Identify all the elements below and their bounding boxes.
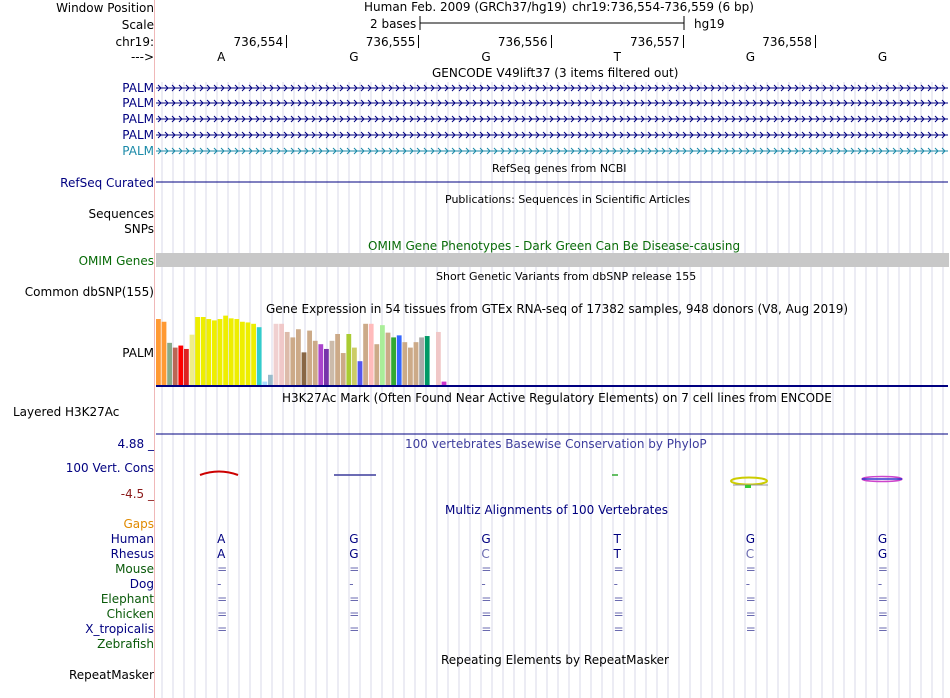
gtex-bar[interactable] <box>246 322 251 385</box>
gtex-bar[interactable] <box>324 349 329 385</box>
multiz-gaps-label[interactable]: Gaps <box>123 517 154 531</box>
gtex-bar[interactable] <box>419 337 424 385</box>
ruler-coord: 736,554 <box>233 35 284 49</box>
assembly-name: Human Feb. 2009 (GRCh37/hg19) <box>364 0 567 14</box>
gtex-bar[interactable] <box>206 319 211 385</box>
phylop-title: 100 vertebrates Basewise Conservation by PhyloP <box>405 437 707 451</box>
gtex-bar[interactable] <box>442 382 447 385</box>
multiz-title: Multiz Alignments of 100 Vertebrates <box>445 503 669 517</box>
gtex-bar[interactable] <box>257 327 262 385</box>
species-label[interactable]: X_tropicalis <box>85 622 154 636</box>
ruler-coord: 736,556 <box>497 35 548 49</box>
phylop-min: -4.5 _ <box>120 487 154 501</box>
ruler-base: G <box>349 50 359 64</box>
species-base: G <box>349 532 359 546</box>
species-base: = <box>877 592 888 606</box>
species-base: A <box>217 547 226 561</box>
species-base: = <box>745 592 756 606</box>
species-base: = <box>349 622 360 636</box>
gencode-title: GENCODE V49lift37 (3 items filtered out) <box>432 66 679 80</box>
repeatmasker-title: Repeating Elements by RepeatMasker <box>441 653 669 667</box>
ruler-coord: 736,555 <box>365 35 416 49</box>
gtex-bar[interactable] <box>178 346 183 385</box>
species-base: G <box>877 547 888 561</box>
chrom-label: chr19: <box>115 35 154 49</box>
species-base: G <box>877 532 888 546</box>
species-base: - <box>217 577 222 591</box>
position-text: chr19:736,554-736,559 (6 bp) <box>572 0 754 14</box>
gencode-item-1[interactable]: PALM <box>122 81 154 95</box>
ruler-coord: 736,557 <box>630 35 680 49</box>
gtex-bar[interactable] <box>184 349 189 385</box>
species-base: = <box>349 562 360 576</box>
gtex-bar[interactable] <box>341 353 346 385</box>
species-base: = <box>217 592 228 606</box>
phylop-max: 4.88 _ <box>117 437 154 451</box>
gtex-bar[interactable] <box>173 348 178 385</box>
gtex-bar[interactable] <box>414 342 419 385</box>
scale-db: hg19 <box>694 17 725 31</box>
species-base: T <box>613 547 621 561</box>
gtex-bar[interactable] <box>201 317 206 385</box>
species-base: = <box>613 622 624 636</box>
species-base: = <box>217 607 228 621</box>
species-base: = <box>613 607 624 621</box>
gtex-bar[interactable] <box>212 320 217 385</box>
species-label[interactable]: Chicken <box>106 607 154 621</box>
phylop-glyphs <box>200 472 902 489</box>
ruler-base: G <box>481 50 491 64</box>
species-base: - <box>349 577 354 591</box>
gtex-bar[interactable] <box>279 324 284 385</box>
gencode-item-5[interactable]: PALM <box>122 144 154 158</box>
species-base: = <box>481 622 492 636</box>
species-base: G <box>481 532 491 546</box>
gencode-transcript[interactable] <box>156 132 948 138</box>
gtex-bar[interactable] <box>380 325 385 385</box>
species-base: C <box>745 547 755 561</box>
species-label[interactable]: Mouse <box>115 562 154 576</box>
gencode-transcript[interactable] <box>156 100 948 106</box>
ruler-base: T <box>613 50 621 64</box>
species-base: = <box>217 562 228 576</box>
refseq-title: RefSeq genes from NCBI <box>492 162 627 175</box>
gtex-bar[interactable] <box>190 335 195 385</box>
gtex-bar[interactable] <box>307 331 312 385</box>
gtex-bar[interactable] <box>352 348 357 385</box>
species-label[interactable]: Human <box>110 532 154 546</box>
species-base: = <box>481 592 492 606</box>
species-base: = <box>613 562 624 576</box>
species-label[interactable]: Elephant <box>100 592 154 606</box>
species-label[interactable]: Zebrafish <box>97 637 154 651</box>
gtex-bar[interactable] <box>425 336 430 385</box>
gtex-bar[interactable] <box>268 375 273 385</box>
dbsnp-title: Short Genetic Variants from dbSNP release 155 <box>436 270 697 283</box>
gencode-item-4[interactable]: PALM <box>122 128 154 142</box>
gtex-bar[interactable] <box>229 318 234 385</box>
gtex-bar[interactable] <box>234 319 239 385</box>
species-base: = <box>613 592 624 606</box>
gtex-label[interactable]: PALM <box>122 346 154 360</box>
gtex-bar[interactable] <box>408 348 413 385</box>
species-base: = <box>349 607 360 621</box>
species-label[interactable]: Dog <box>129 577 154 591</box>
ruler-base: G <box>877 50 888 64</box>
gtex-bar[interactable] <box>313 341 318 385</box>
species-base: = <box>481 607 492 621</box>
gencode-transcript[interactable] <box>156 85 948 91</box>
omim-label[interactable]: OMIM Genes <box>78 254 154 268</box>
gtex-title: Gene Expression in 54 tissues from GTEx RNA-seq of 17382 samples, 948 donors (V8, Aug 2019) <box>266 302 849 316</box>
gtex-bar[interactable] <box>391 337 396 385</box>
gtex-bar[interactable] <box>195 317 200 385</box>
gtex-bar[interactable] <box>346 334 351 385</box>
omim-title: OMIM Gene Phenotypes - Dark Green Can Be Disease-causing <box>368 239 741 253</box>
gtex-bar[interactable] <box>251 324 256 385</box>
species-label[interactable]: Rhesus <box>110 547 154 561</box>
species-base: = <box>349 592 360 606</box>
refseq-label[interactable]: RefSeq Curated <box>60 176 154 190</box>
ruler-coord: 736,558 <box>762 35 812 49</box>
species-base: - <box>481 577 486 591</box>
repeatmasker-label[interactable]: RepeatMasker <box>68 668 154 682</box>
gencode-item-2[interactable]: PALM <box>122 96 154 110</box>
phylop-label[interactable]: 100 Vert. Cons <box>65 461 154 475</box>
gtex-bar[interactable] <box>318 344 323 385</box>
gtex-bar[interactable] <box>223 316 228 385</box>
species-base: - <box>613 577 618 591</box>
publications-title: Publications: Sequences in Scientific Articles <box>445 193 690 206</box>
gtex-bar[interactable] <box>402 342 407 385</box>
species-base: G <box>745 532 756 546</box>
gtex-bar[interactable] <box>335 334 340 385</box>
gtex-bar[interactable] <box>162 322 167 385</box>
gtex-bar[interactable] <box>167 343 172 385</box>
species-base: = <box>217 622 228 636</box>
species-base: A <box>217 532 226 546</box>
scale-text: 2 bases <box>370 17 417 31</box>
gencode-transcript[interactable] <box>156 116 948 122</box>
species-base: C <box>481 547 490 561</box>
species-base: T <box>613 532 621 546</box>
species-base: - <box>745 577 751 591</box>
species-base: = <box>745 622 756 636</box>
publications-label[interactable]: Sequences <box>88 207 154 221</box>
omim-bar[interactable] <box>156 253 949 267</box>
snps-label[interactable]: SNPs <box>124 222 154 236</box>
gtex-bar[interactable] <box>369 324 374 385</box>
species-base: G <box>349 547 359 561</box>
gtex-bar[interactable] <box>290 337 295 385</box>
gtex-bar[interactable] <box>262 382 267 385</box>
gtex-bar[interactable] <box>374 344 379 385</box>
h3k27ac-label[interactable]: Layered H3K27Ac <box>13 405 120 419</box>
gtex-bar[interactable] <box>240 322 245 385</box>
gtex-bar[interactable] <box>397 335 402 385</box>
strand-label[interactable]: ---> <box>130 50 154 64</box>
dbsnp-label[interactable]: Common dbSNP(155) <box>24 285 154 299</box>
h3k27ac-title: H3K27Ac Mark (Often Found Near Active Regulatory Elements) on 7 cell lines from ENCODE <box>282 391 832 405</box>
ruler-base: A <box>217 50 226 64</box>
gtex-bar[interactable] <box>218 319 223 385</box>
gtex-bar[interactable] <box>296 329 301 385</box>
gencode-transcript[interactable] <box>156 148 948 154</box>
gtex-bar[interactable] <box>436 332 441 385</box>
gencode-item-3[interactable]: PALM <box>122 112 154 126</box>
species-base: - <box>877 577 883 591</box>
species-base: = <box>877 562 888 576</box>
species-base: = <box>745 607 756 621</box>
gtex-bar[interactable] <box>386 333 391 385</box>
gtex-bar[interactable] <box>302 352 307 385</box>
species-base: = <box>877 607 888 621</box>
species-base: = <box>745 562 756 576</box>
gtex-bar[interactable] <box>156 319 161 385</box>
gtex-bar[interactable] <box>358 361 363 385</box>
species-base: = <box>481 562 492 576</box>
gtex-bar[interactable] <box>285 332 290 385</box>
scale-label: Scale <box>121 18 154 32</box>
ruler-base: G <box>745 50 756 64</box>
species-base: = <box>877 622 888 636</box>
gtex-bar[interactable] <box>330 341 335 385</box>
window-position-label: Window Position <box>56 1 154 15</box>
gtex-bar[interactable] <box>274 324 279 385</box>
gtex-bar[interactable] <box>363 324 368 385</box>
